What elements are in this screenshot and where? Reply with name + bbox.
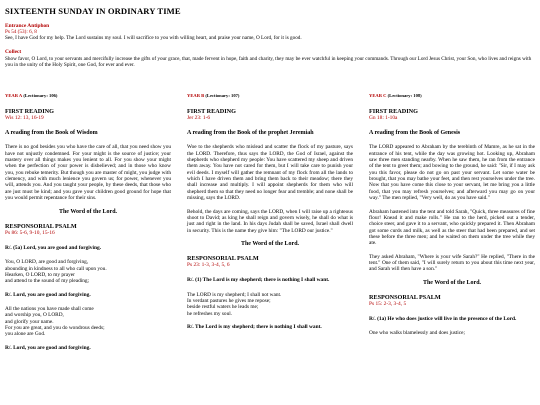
word-of-the-lord: The Word of the Lord.: [422, 279, 482, 286]
collect-block: [5, 49, 535, 67]
psalm-response: R/. Lord, you are good and forgiving.: [5, 344, 91, 351]
page-title: SIXTEENTH SUNDAY IN ORDINARY TIME: [5, 6, 181, 16]
verse-line: Hearken, O LORD, to my prayer: [5, 272, 75, 278]
year-label: [5, 93, 171, 98]
word-of-the-lord: The Word of the Lord.: [240, 240, 300, 247]
psalm-ref: Ps 86: 5-6, 9-10, 15-16: [5, 229, 55, 236]
reading-paragraph: Abraham hastened into the tent and told Sarah, "Quick, three measures of fine flour! Knead it and make rolls." He ran to the herd, picked out a tender, choice steer, and gave it to a servant, who quickly prepared it. Then Abraham got some curds and milk, as well as the steer that had been prepared, and set these before the three men; and he waited on them under the tree while they ate.: [369, 208, 535, 247]
reading-lead: A reading from the Book of Wisdom: [5, 130, 98, 137]
first-reading-ref: Jer 23: 1-6: [187, 115, 211, 121]
verse-line: You, O LORD, are good and forgiving,: [5, 259, 89, 266]
psalm-label: RESPONSORIAL PSALM: [5, 222, 77, 230]
collect-text: Show favor, O Lord, to your servants and mercifully increase the gifts of your grace, that, made fervent in hope, faith and charity, they may be ever watchful in keeping your commands. Through our Lord Jesus Christ, your Son, who lives and reigns with you in the unity of the Holy Spirit, one God, for ever and ever.: [5, 55, 532, 68]
reading-lead: A reading from the Book of the prophet Jeremiah: [187, 130, 314, 137]
reading-paragraph: They asked Abraham, "Where is your wife Sarah?" He replied, "There in the tent." One of them said, "I will surely return to you about this time next year, and Sarah will then have a son.": [369, 253, 535, 273]
psalm-response: R/. Lord, you are good and forgiving.: [5, 291, 91, 298]
psalm-ref: Ps 15: 2-3, 3-4, 5: [369, 300, 407, 307]
verse-line: and worship you, O LORD,: [5, 312, 64, 319]
verse-line: you alone are God.: [5, 331, 46, 338]
psalm-ref: Ps 23: 1-3, 3-4, 5, 6: [187, 261, 230, 268]
verse-line: beside restful waters he leads me;: [187, 304, 259, 311]
word-of-the-lord: The Word of the Lord.: [58, 208, 118, 215]
entrance-antiphon-block: [5, 23, 535, 41]
reading-paragraph: There is no god besides you who have the care of all, that you need show you have not unjustly condemned. For your might is the source of justice; your mastery over all things makes you lenient to all. For you show your might when the perfection of your power is disbelieved; and in those who know you, you rebuke temerity. But though you are master of might, you judge with clemency, and with much lenience you govern us; for power, whenever you will, attends you. And you taught your people, by these deeds, that those who are just must be kind; and you gave your children good ground for hope that you would permit repentance for their sins.: [5, 144, 171, 202]
first-reading-ref: Gn 18: 1-10a: [369, 115, 398, 121]
reading-paragraph: Behold, the days are coming, says the LORD, when I will raise up a righteous shoot to David; as king he shall reign and govern wisely, he shall do what is just and right in the land. In his days Judah shall be saved, Israel shall dwell in security. This is the name they give him: "The LORD our justice.": [187, 208, 353, 234]
year-c-column: [369, 93, 535, 359]
collect-heading: Collect: [5, 49, 22, 56]
year-label: [187, 93, 353, 98]
entrance-antiphon-heading: Entrance Antiphon: [5, 23, 50, 29]
psalm-label: RESPONSORIAL PSALM: [369, 293, 441, 301]
psalm-label: RESPONSORIAL PSALM: [187, 254, 259, 262]
verse-line: and attend to the sound of my pleading;: [5, 278, 89, 285]
verse-line: For you are great, and you do wondrous deeds;: [5, 325, 105, 332]
lectionary-number: (Lectionary: 108): [387, 93, 422, 98]
first-reading-label: FIRST READING: [187, 108, 236, 115]
reading-lead: A reading from the Book of Genesis: [369, 130, 461, 137]
entrance-antiphon-text: See, I have God for my help. The Lord sustains my soul. I will sacrifice to you with willing heart, and praise your name, O Lord, for it is good.: [5, 35, 302, 42]
year-b-column: [187, 93, 353, 359]
lectionary-number: (Lectionary: 107): [205, 93, 240, 98]
psalm-response: R/. The Lord is my shepherd; there is nothing I shall want.: [187, 324, 322, 331]
first-reading-ref: Wis 12: 13, 16-19: [5, 115, 44, 121]
psalm-response: R/. (5a) Lord, you are good and forgiving.: [5, 244, 102, 251]
psalm-response: R/. (1) The Lord is my shepherd; there is nothing I shall want.: [187, 277, 330, 284]
year-name: YEAR B: [187, 93, 205, 98]
verse-line: All the nations you have made shall come: [5, 306, 94, 313]
reading-paragraph: The LORD appeared to Abraham by the terebinth of Mamre, as he sat in the entrance of his tent, while the day was growing hot. Looking up, Abraham saw three men standing nearby. When he saw them, he ran from the entrance of the tent to greet them; and bowing to the ground, he said: "Sir, if I may ask you this favor, please do not go on past your servant. Let some water be brought, that you may bathe your feet, and then rest yourselves under the tree. Now that you have come this close to your servant, let me bring you a little food, that you may refresh yourselves; and afterward you may go on your way." The men replied, "Very well, do as you have said.": [369, 144, 535, 202]
lectionary-number: (Lectionary: 106): [23, 93, 58, 98]
verse-line: In verdant pastures he gives me repose;: [187, 298, 271, 305]
verse-line: One who walks blamelessly and does justice;: [369, 330, 465, 337]
psalm-verse: [5, 306, 171, 338]
psalm-verse: [187, 292, 353, 317]
reading-paragraph: Woe to the shepherds who mislead and scatter the flock of my pasture, says the LORD. Therefore, thus says the LORD, the God of Israel, against the shepherds who shepherd my people: You have scattered my sheep and driven them away. You have not cared for them, but I will take care to punish your evil deeds. I myself will gather the remnant of my flock from all the lands to which I have driven them and bring them back to their meadow; there they shall increase and multiply. I will appoint shepherds for them who will shepherd them so that they need no longer fear and tremble; and none shall be missing, says the LORD.: [187, 144, 353, 202]
verse-line: he refreshes my soul.: [187, 310, 233, 317]
year-label: [369, 93, 535, 98]
year-a-column: [5, 93, 171, 359]
entrance-antiphon-ref: Ps 54 (53): 6, 8: [5, 29, 37, 36]
psalm-verse: [369, 330, 535, 336]
first-reading-label: FIRST READING: [369, 108, 418, 115]
year-name: YEAR C: [369, 93, 387, 98]
verse-line: The LORD is my shepherd; I shall not want.: [187, 291, 282, 298]
year-columns: [5, 93, 535, 359]
first-reading-label: FIRST READING: [5, 108, 54, 115]
year-name: YEAR A: [5, 93, 23, 98]
verse-line: and glorify your name.: [5, 318, 54, 325]
verse-line: abounding in kindness to all who call upon you.: [5, 265, 107, 272]
psalm-response: R/. (1a) He who does justice will live in the presence of the Lord.: [369, 316, 517, 322]
psalm-verse: [5, 259, 171, 284]
